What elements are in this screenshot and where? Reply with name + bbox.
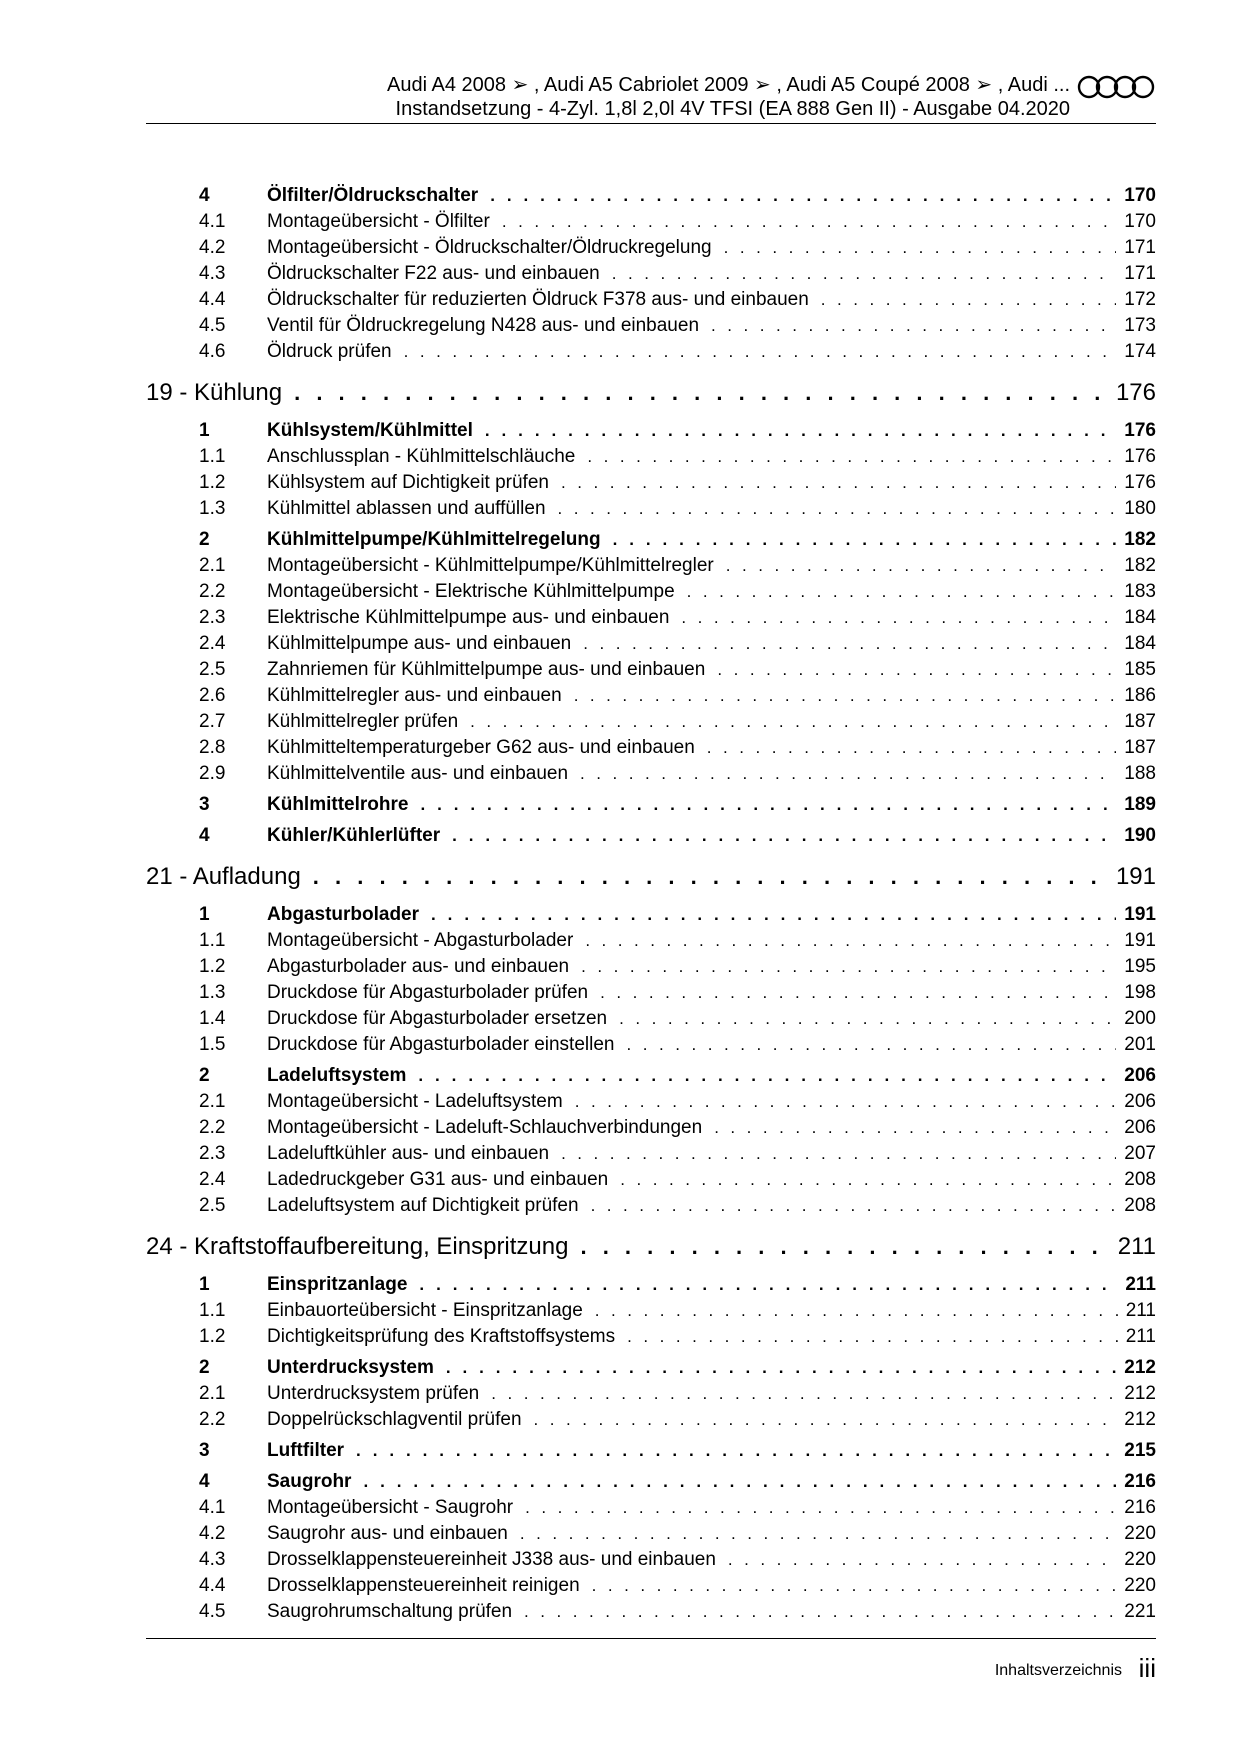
toc-section-entry[interactable] [146,1471,1156,1497]
toc-dot-leader [619,1009,1116,1029]
toc-dot-leader [580,1234,1109,1260]
toc-entry-title: Kühlsystem/Kühlmittel [267,420,473,441]
toc-entry-page: 171 [1124,237,1156,258]
toc-entry-title: Dichtigkeitsprüfung des Kraftstoffsystems [267,1326,616,1347]
toc-entry-number: 4 [199,825,210,846]
toc-entry-number: 1 [199,420,210,441]
toc-section-entry[interactable] [146,794,1156,820]
toc-subsection-entry[interactable] [146,211,1156,237]
toc-dot-leader [525,1498,1116,1518]
toc-entry-number: 1 [199,904,210,925]
toc-dot-leader [485,421,1116,441]
toc-entry-number: 2.9 [199,763,226,784]
toc-subsection-entry[interactable] [146,763,1156,789]
toc-entry-title: 24 - Kraftstoffaufbereitung, Einspritzung [146,1233,569,1260]
toc-entry-number: 2 [199,1065,210,1086]
header-divider [146,123,1156,124]
toc-entry-number: 2 [199,1357,210,1378]
toc-entry-number: 1.2 [199,956,226,977]
header-manual-title: Instandsetzung - 4-Zyl. 1,8l 2,0l 4V TFSI (EA 888 Gen II) - Ausgabe 04.2020 [395,98,1070,120]
toc-subsection-entry[interactable] [146,1034,1156,1060]
toc-entry-number: 2.5 [199,1195,226,1216]
toc-dot-leader [583,634,1116,654]
toc-entry-page: 216 [1124,1497,1156,1518]
toc-dot-leader [452,826,1116,846]
toc-entry-title: Kühlmittelrohre [267,794,409,815]
toc-entry-number: 2.5 [199,659,226,680]
toc-subsection-entry[interactable] [146,1409,1156,1435]
toc-entry-page: 184 [1124,607,1156,628]
toc-entry-page: 173 [1124,315,1156,336]
toc-subsection-entry[interactable] [146,1300,1156,1326]
toc-subsection-entry[interactable] [146,581,1156,607]
toc-subsection-entry[interactable] [146,498,1156,524]
toc-entry-number: 4.1 [199,211,226,232]
toc-entry-page: 195 [1124,956,1156,977]
toc-entry-page: 191 [1124,930,1156,951]
toc-entry-title: Montageübersicht - Ladeluftsystem [267,1091,563,1112]
toc-chapter-entry[interactable] [146,1233,1156,1269]
toc-entry-page: 176 [1124,472,1156,493]
toc-section-entry[interactable] [146,185,1156,211]
toc-dot-leader [728,1550,1116,1570]
toc-entry-title: Druckdose für Abgasturbolader einstellen [267,1034,615,1055]
toc-entry-page: 211 [1125,1326,1156,1347]
toc-subsection-entry[interactable] [146,237,1156,263]
toc-entry-page: 182 [1124,529,1156,550]
toc-entry-title: Ventil für Öldruckregelung N428 aus- und einbauen [267,315,700,336]
toc-entry-page: 216 [1124,1471,1156,1492]
toc-entry-page: 176 [1124,446,1156,467]
toc-entry-page: 206 [1124,1065,1156,1086]
toc-dot-leader [580,764,1116,784]
toc-entry-title: Montageübersicht - Abgasturbolader [267,930,574,951]
toc-entry-number: 4.5 [199,1601,226,1622]
toc-entry-page: 212 [1124,1383,1156,1404]
toc-dot-leader [687,582,1117,602]
toc-section-entry[interactable] [146,529,1156,555]
toc-entry-title: Kühlmittelregler prüfen [267,711,459,732]
toc-entry-title: Montageübersicht - Ladeluft-Schlauchverbindungen [267,1117,703,1138]
toc-entry-number: 4 [199,185,210,206]
toc-entry-number: 4.5 [199,315,226,336]
audi-rings-logo-icon [1076,74,1156,100]
toc-entry-title: Saugrohrumschaltung prüfen [267,1601,513,1622]
toc-entry-page: 221 [1124,1601,1156,1622]
toc-entry-title: Montageübersicht - Öldruckschalter/Öldruckregelung [267,237,712,258]
toc-subsection-entry[interactable] [146,1117,1156,1143]
toc-entry-page: 208 [1124,1195,1156,1216]
toc-entry-number: 2.6 [199,685,226,706]
toc-entry-number: 1 [199,1274,210,1295]
toc-entry-number: 2.3 [199,1143,226,1164]
toc-dot-leader [313,864,1108,890]
toc-entry-title: Druckdose für Abgasturbolader prüfen [267,982,589,1003]
toc-entry-title: Montageübersicht - Saugrohr [267,1497,514,1518]
toc-section-entry[interactable] [146,420,1156,446]
toc-chapter-entry[interactable] [146,379,1156,415]
toc-entry-number: 3 [199,794,210,815]
toc-entry-number: 2 [199,529,210,550]
toc-section-entry[interactable] [146,1065,1156,1091]
toc-dot-leader [585,931,1116,951]
toc-dot-leader [595,1301,1118,1321]
toc-dot-leader [419,1275,1117,1295]
toc-subsection-entry[interactable] [146,1575,1156,1601]
toc-entry-page: 215 [1124,1440,1156,1461]
toc-entry-page: 187 [1124,711,1156,732]
table-of-contents [146,180,1156,1627]
footer-page-number: iii [1138,1653,1156,1683]
toc-entry-title: Kühlmittelpumpe/Kühlmittelregelung [267,529,601,550]
toc-entry-page: 182 [1124,555,1156,576]
toc-entry-page: 208 [1124,1169,1156,1190]
toc-entry-page: 183 [1124,581,1156,602]
toc-entry-page: 191 [1115,863,1156,890]
toc-entry-page: 176 [1124,420,1156,441]
toc-subsection-entry[interactable] [146,1091,1156,1117]
toc-subsection-entry[interactable] [146,1195,1156,1221]
toc-entry-number: 2.2 [199,581,226,602]
toc-dot-leader [561,1144,1116,1164]
toc-subsection-entry[interactable] [146,1169,1156,1195]
toc-entry-title: Saugrohr aus- und einbauen [267,1523,508,1544]
toc-entry-title: Elektrische Kühlmittelpumpe aus- und einbauen [267,607,670,628]
toc-entry-page: 207 [1124,1143,1156,1164]
toc-entry-title: 21 - Aufladung [146,863,301,890]
toc-entry-page: 171 [1124,263,1156,284]
toc-entry-title: Anschlussplan - Kühlmittelschläuche [267,446,576,467]
toc-dot-leader [620,1170,1116,1190]
toc-section-entry[interactable] [146,825,1156,851]
toc-subsection-entry[interactable] [146,711,1156,737]
toc-section-entry[interactable] [146,1440,1156,1466]
toc-entry-title: 19 - Kühlung [146,379,283,406]
toc-subsection-entry[interactable] [146,1497,1156,1523]
toc-dot-leader [600,983,1116,1003]
toc-entry-number: 1.3 [199,982,226,1003]
toc-subsection-entry[interactable] [146,930,1156,956]
toc-entry-title: Öldruckschalter für reduzierten Öldruck F378 aus- und einbauen [267,289,809,310]
toc-dot-leader [627,1327,1118,1347]
toc-subsection-entry[interactable] [146,956,1156,982]
toc-entry-title: Ölfilter/Öldruckschalter [267,185,479,206]
toc-subsection-entry[interactable] [146,633,1156,659]
toc-dot-leader [363,1472,1116,1492]
toc-section-entry[interactable] [146,904,1156,930]
toc-section-entry[interactable] [146,1357,1156,1383]
toc-entry-page: 211 [1125,1300,1156,1321]
toc-entry-title: Ladedruckgeber G31 aus- und einbauen [267,1169,609,1190]
toc-dot-leader [591,1196,1117,1216]
toc-entry-page: 220 [1124,1523,1156,1544]
toc-entry-title: Ladeluftsystem auf Dichtigkeit prüfen [267,1195,579,1216]
toc-subsection-entry[interactable] [146,472,1156,498]
toc-dot-leader [681,608,1116,628]
toc-entry-title: Montageübersicht - Kühlmittelpumpe/Kühlmittelregler [267,555,714,576]
toc-entry-title: Öldruck prüfen [267,341,392,362]
toc-subsection-entry[interactable] [146,289,1156,315]
page-header [146,68,1156,124]
toc-dot-leader [534,1410,1117,1430]
toc-subsection-entry[interactable] [146,1143,1156,1169]
toc-subsection-entry[interactable] [146,1008,1156,1034]
toc-subsection-entry[interactable] [146,1549,1156,1575]
toc-entry-number: 4.3 [199,1549,226,1570]
toc-entry-title: Drosselklappensteuereinheit reinigen [267,1575,580,1596]
toc-entry-page: 220 [1124,1575,1156,1596]
toc-entry-number: 4.6 [199,341,226,362]
toc-dot-leader [626,1035,1116,1055]
toc-entry-number: 1.1 [199,446,226,467]
toc-entry-title: Kühlmittelpumpe aus- und einbauen [267,633,572,654]
toc-dot-leader [418,1066,1116,1086]
toc-subsection-entry[interactable] [146,263,1156,289]
toc-dot-leader [821,290,1117,310]
toc-entry-number: 2.7 [199,711,226,732]
toc-entry-number: 2.2 [199,1409,226,1430]
toc-dot-leader [502,212,1116,232]
toc-subsection-entry[interactable] [146,341,1156,367]
toc-entry-number: 2.2 [199,1117,226,1138]
toc-dot-leader [294,380,1108,406]
toc-entry-number: 1.2 [199,472,226,493]
toc-dot-leader [724,238,1117,258]
toc-dot-leader [356,1441,1116,1461]
toc-entry-page: 186 [1124,685,1156,706]
toc-dot-leader [490,186,1116,206]
toc-entry-page: 206 [1124,1091,1156,1112]
toc-entry-number: 4.2 [199,1523,226,1544]
toc-entry-title: Einbauorteübersicht - Einspritzanlage [267,1300,583,1321]
toc-entry-page: 174 [1124,341,1156,362]
toc-entry-page: 170 [1124,211,1156,232]
toc-entry-title: Druckdose für Abgasturbolader ersetzen [267,1008,608,1029]
toc-entry-number: 1.1 [199,930,226,951]
toc-entry-number: 4.2 [199,237,226,258]
toc-entry-page: 172 [1124,289,1156,310]
toc-entry-title: Zahnriemen für Kühlmittelpumpe aus- und einbauen [267,659,706,680]
footer-section-label: Inhaltsverzeichnis [994,1662,1122,1679]
toc-dot-leader [491,1384,1116,1404]
toc-dot-leader [446,1358,1116,1378]
toc-dot-leader [558,499,1117,519]
toc-entry-page: 170 [1124,185,1156,206]
toc-subsection-entry[interactable] [146,607,1156,633]
toc-subsection-entry[interactable] [146,659,1156,685]
toc-dot-leader [612,264,1117,284]
toc-subsection-entry[interactable] [146,1523,1156,1549]
toc-entry-page: 212 [1124,1409,1156,1430]
toc-entry-page: 220 [1124,1549,1156,1570]
toc-entry-number: 2.1 [199,1383,226,1404]
toc-dot-leader [714,1118,1116,1138]
footer-divider [146,1638,1156,1639]
toc-entry-page: 189 [1124,794,1156,815]
toc-entry-title: Doppelrückschlagventil prüfen [267,1409,522,1430]
header-vehicle-models: Audi A4 2008 ➢ , Audi A5 Cabriolet 2009 ➢ , Audi A5 Coupé 2008 ➢ , Audi ... [387,74,1070,96]
toc-entry-page: 190 [1124,825,1156,846]
toc-chapter-entry[interactable] [146,863,1156,899]
toc-entry-number: 1.1 [199,1300,226,1321]
toc-entry-number: 4 [199,1471,210,1492]
toc-entry-number: 1.4 [199,1008,226,1029]
toc-subsection-entry[interactable] [146,1326,1156,1352]
toc-entry-page: 211 [1125,1274,1156,1295]
toc-entry-number: 4.1 [199,1497,226,1518]
toc-dot-leader [711,316,1116,336]
toc-entry-page: 200 [1124,1008,1156,1029]
toc-entry-number: 2.1 [199,555,226,576]
toc-entry-number: 2.8 [199,737,226,758]
toc-entry-number: 1.5 [199,1034,226,1055]
toc-entry-page: 201 [1124,1034,1156,1055]
toc-entry-page: 191 [1124,904,1156,925]
toc-entry-page: 212 [1124,1357,1156,1378]
toc-dot-leader [707,738,1117,758]
toc-entry-title: Abgasturbolader aus- und einbauen [267,956,570,977]
toc-entry-title: Kühlmittelregler aus- und einbauen [267,685,562,706]
toc-entry-title: Ladeluftsystem [267,1065,407,1086]
toc-dot-leader [613,530,1117,550]
toc-subsection-entry[interactable] [146,446,1156,472]
toc-dot-leader [520,1524,1116,1544]
toc-entry-number: 2.4 [199,1169,226,1190]
toc-entry-title: Kühlmittelventile aus- und einbauen [267,763,569,784]
toc-dot-leader [524,1602,1116,1622]
toc-entry-page: 206 [1124,1117,1156,1138]
toc-entry-title: Montageübersicht - Elektrische Kühlmittelpumpe [267,581,675,602]
toc-subsection-entry[interactable] [146,1383,1156,1409]
toc-entry-title: Kühlmitteltemperaturgeber G62 aus- und einbauen [267,737,695,758]
toc-entry-title: Luftfilter [267,1440,345,1461]
toc-entry-title: Kühlsystem auf Dichtigkeit prüfen [267,472,549,493]
toc-dot-leader [717,660,1116,680]
toc-dot-leader [581,957,1116,977]
toc-entry-title: Einspritzanlage [267,1274,408,1295]
toc-dot-leader [726,556,1117,576]
toc-entry-page: 187 [1124,737,1156,758]
toc-dot-leader [575,1092,1117,1112]
toc-dot-leader [561,473,1116,493]
toc-entry-title: Unterdrucksystem prüfen [267,1383,480,1404]
toc-entry-title: Saugrohr [267,1471,352,1492]
toc-entry-title: Ladeluftkühler aus- und einbauen [267,1143,550,1164]
toc-entry-number: 2.3 [199,607,226,628]
toc-entry-page: 198 [1124,982,1156,1003]
toc-entry-title: Unterdrucksystem [267,1357,434,1378]
toc-entry-number: 3 [199,1440,210,1461]
toc-entry-page: 184 [1124,633,1156,654]
toc-entry-page: 211 [1117,1233,1156,1260]
toc-entry-title: Montageübersicht - Ölfilter [267,211,490,232]
toc-section-entry[interactable] [146,1274,1156,1300]
toc-subsection-entry[interactable] [146,315,1156,341]
toc-entry-number: 1.3 [199,498,226,519]
toc-entry-title: Kühlmittel ablassen und auffüllen [267,498,546,519]
toc-entry-title: Abgasturbolader [267,904,420,925]
toc-dot-leader [404,342,1117,362]
toc-entry-number: 4.4 [199,1575,226,1596]
toc-entry-title: Öldruckschalter F22 aus- und einbauen [267,263,600,284]
toc-entry-page: 176 [1115,379,1156,406]
toc-entry-number: 4.4 [199,289,226,310]
toc-entry-number: 2.4 [199,633,226,654]
toc-dot-leader [420,795,1116,815]
toc-entry-title: Kühler/Kühlerlüfter [267,825,441,846]
toc-entry-number: 4.3 [199,263,226,284]
toc-dot-leader [574,686,1117,706]
toc-entry-title: Drosselklappensteuereinheit J338 aus- und einbauen [267,1549,716,1570]
toc-dot-leader [431,905,1116,925]
toc-entry-page: 180 [1124,498,1156,519]
toc-subsection-entry[interactable] [146,555,1156,581]
toc-subsection-entry[interactable] [146,982,1156,1008]
toc-subsection-entry[interactable] [146,685,1156,711]
toc-entry-number: 2.1 [199,1091,226,1112]
toc-dot-leader [592,1576,1117,1596]
toc-subsection-entry[interactable] [146,737,1156,763]
toc-entry-number: 1.2 [199,1326,226,1347]
toc-dot-leader [587,447,1116,467]
toc-entry-page: 185 [1124,659,1156,680]
toc-dot-leader [470,712,1116,732]
toc-subsection-entry[interactable] [146,1601,1156,1627]
toc-entry-page: 188 [1124,763,1156,784]
